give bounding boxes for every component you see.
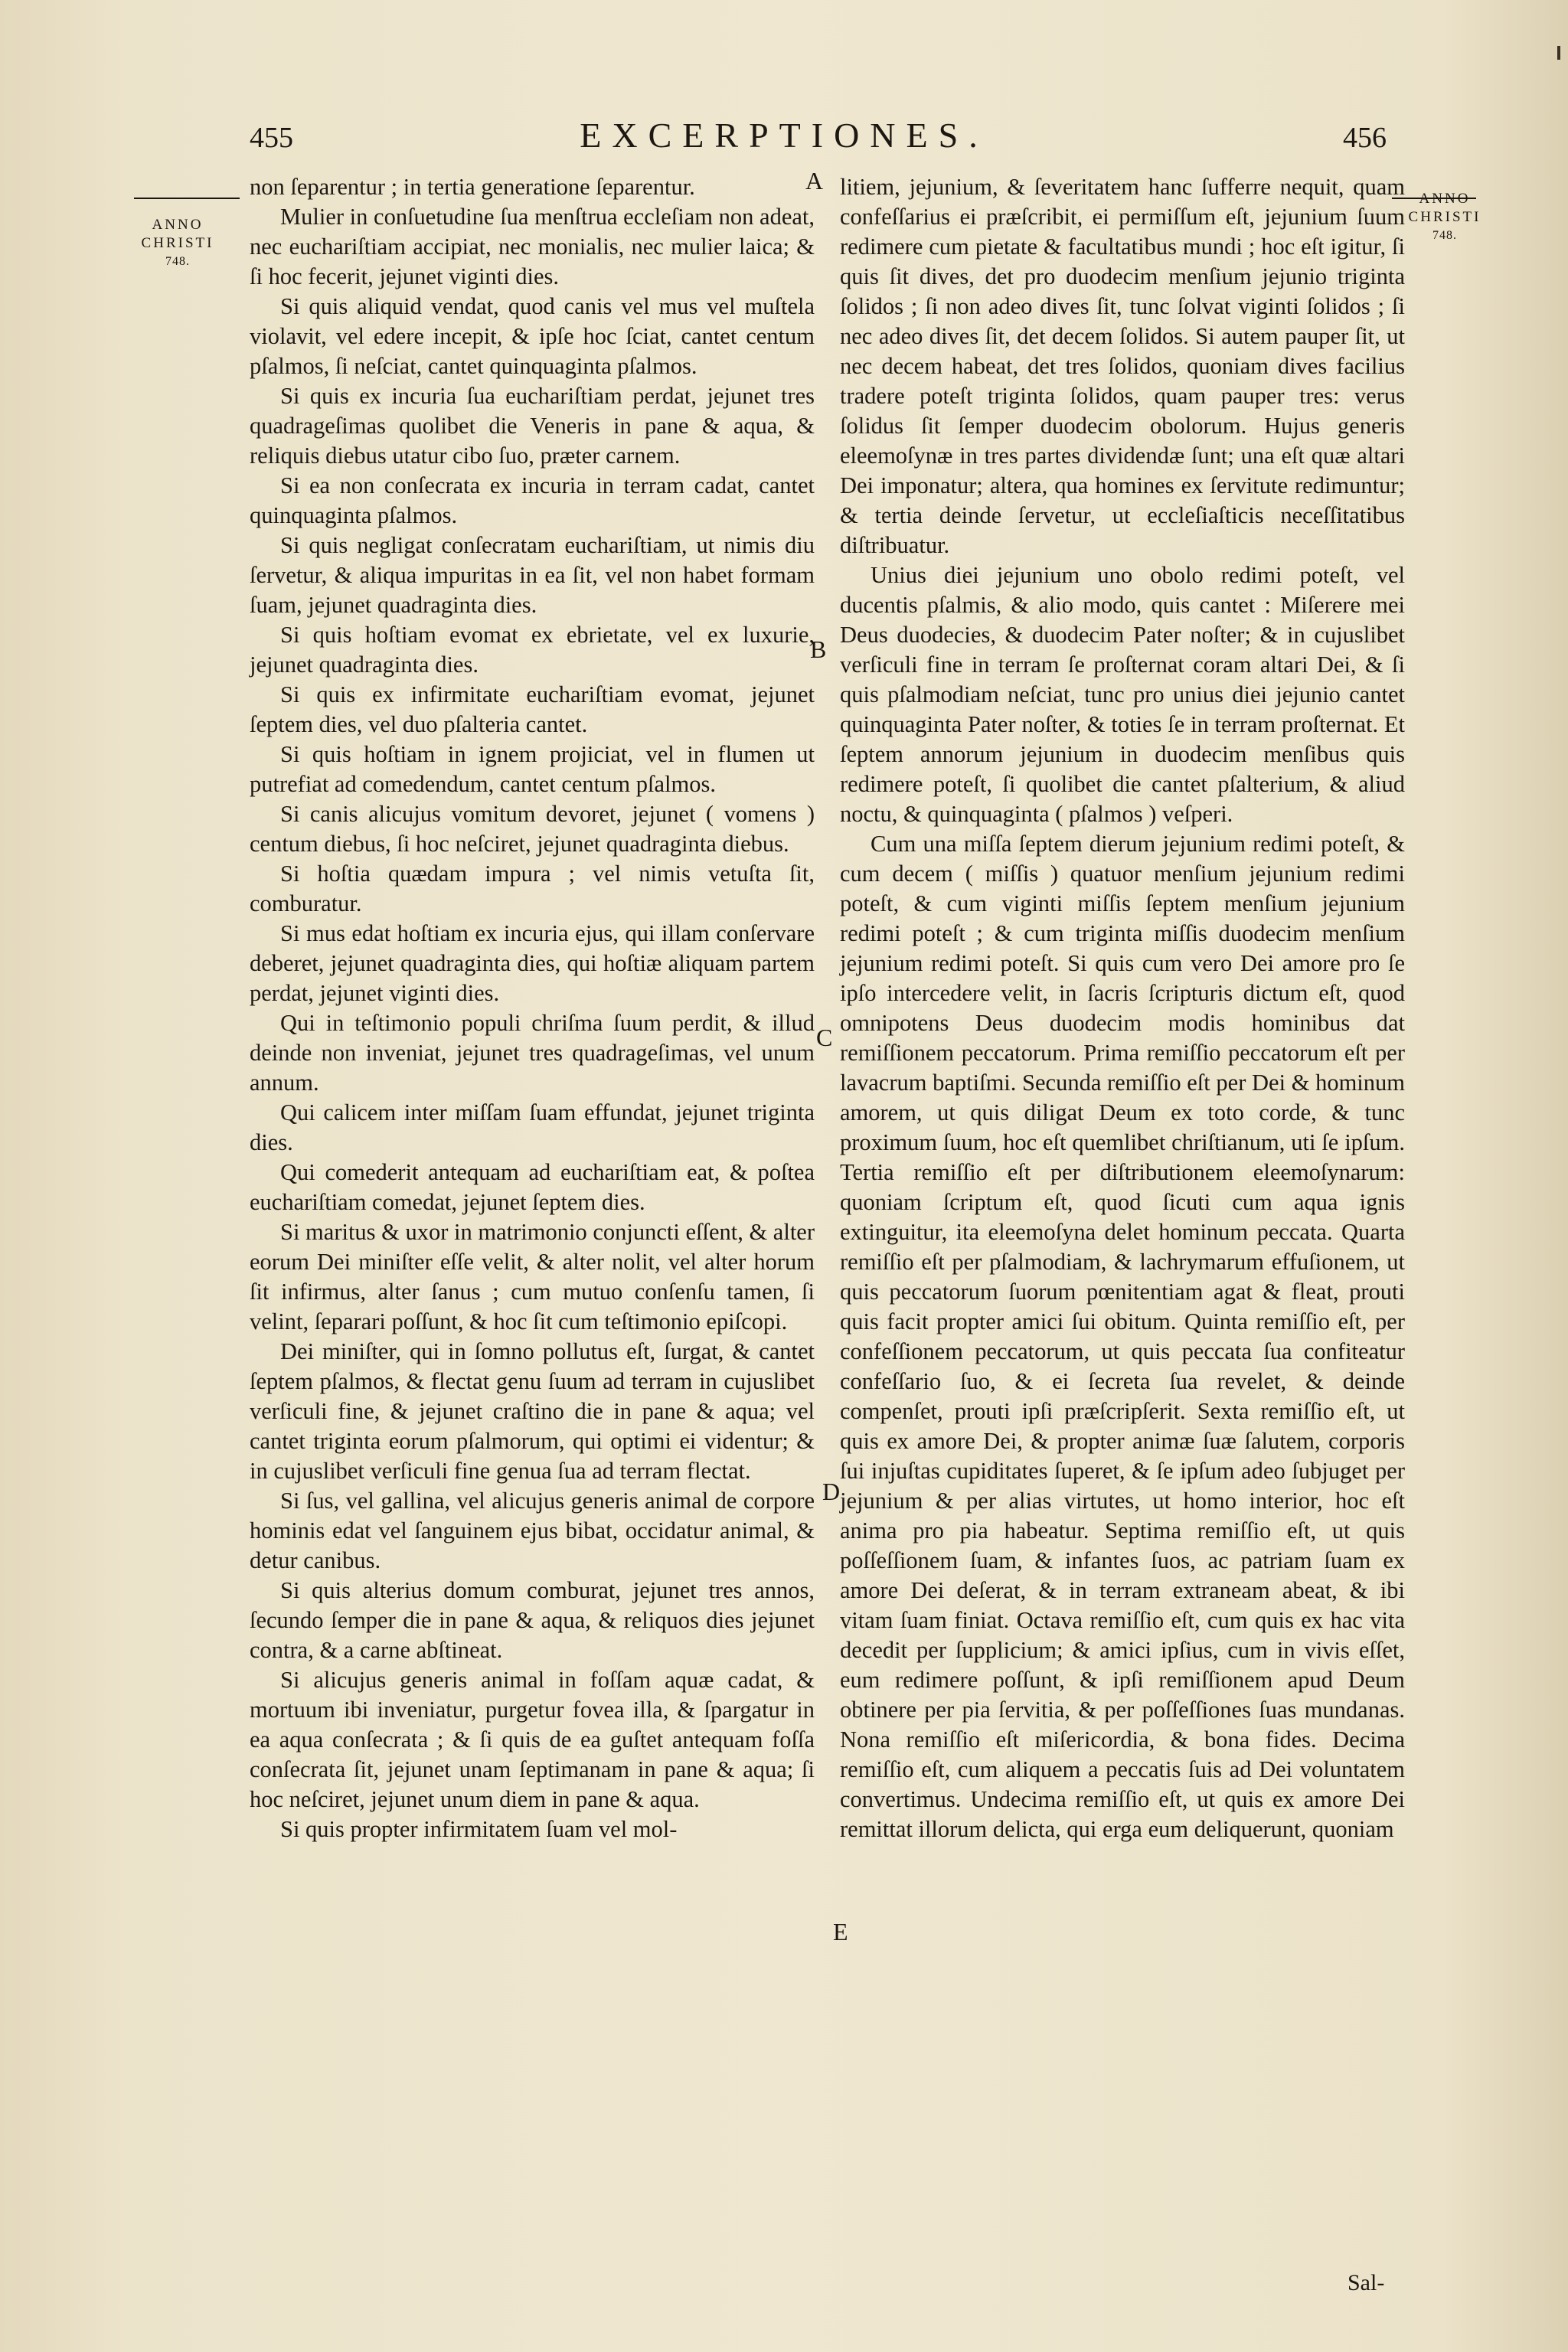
paragraph: non ſeparentur ; in tertia generatione ſeparentur.: [250, 174, 695, 200]
page-number-left: 455: [250, 122, 293, 154]
section-letter-a: A: [805, 167, 824, 194]
paragraph: Si ſus, vel gallina, vel alicujus generis animal de corpore hominis edat vel ſanguinem ejus bibat, occidatur animal, & detur canibus.: [250, 1488, 815, 1573]
paragraph: litiem, jejunium, & ſeveritatem hanc ſufferre nequit, quam confeſſarius ei præſcribit, ei permiſſum eſt, jejunium ſuum redimere cum pietate & facultatibus mundi ; hoc eſt igitur, ſi quis ſit dives, det pro duodecim menſium jejunio triginta ſolidos ; ſi non adeo dives ſit, tunc ſolvat viginti ſolidos ; ſi nec adeo dives ſit, det decem ſolidos. Si autem pauper ſit, ut nec decem habeat, det tres ſolidos, quoniam dives facilius tradere poteſt triginta ſolidos, quam pauper tres: verus ſolidus ſit ſemper duodecim obolorum. Hujus generis eleemoſynæ in tres partes dividendæ ſunt; una eſt quæ altari Dei imponatur; altera, qua homines ex ſervitute redimuntur; & tertia deinde ſervetur, ut eccleſiaſticis neceſſitatibus diſtribuatur.: [840, 174, 1405, 558]
paragraph: Si maritus & uxor in matrimonio conjuncti eſſent, & alter eorum Dei miniſter eſſe velit, & alter nolit, vel alter horum ſit infirmus, alter ſanus ; cum mutuo conſenſu tamen, ſi velint, ſeparari poſſunt, & hoc ſit cum teſtimonio epiſcopi.: [250, 1219, 815, 1334]
paragraph: Cum una miſſa ſeptem dierum jejunium redimi poteſt, & cum decem ( miſſis ) quatuor menſium jejunium redimi poteſt, & cum viginti miſſis ſeptem menſium jejunium redimi poteſt ; & cum triginta miſſis duodecim menſium jejunium redimi poteſt. Si quis cum vero Dei amore pro ſe ipſo intercedere velit, in ſacris ſcripturis dictum eſt, quod omnipotens Deus duodecim modis hominibus dat remiſſionem peccatorum. Prima remiſſio peccatorum eſt per lavacrum baptiſmi. Secunda remiſſio eſt per Dei & hominum amorem, ut quis diligat Deum ex toto corde, & tunc proximum ſuum, hoc eſt quemlibet chriſtianum, uti ſe ipſum. Tertia remiſſio eſt per diſtributionem eleemoſynarum: quoniam ſcriptum eſt, quod ſicuti cum aqua ignis extinguitur, ita eleemoſyna delet hominum peccata. Quarta remiſſio eſt per pſalmodiam, & lachrymarum effuſionem, ut quis peccatorum ſuorum pœnitentiam agat & fleat, prouti quis facit propter amici ſui obitum. Quinta remiſſio eſt, per confeſſionem peccatorum, ut quis peccata ſua confiteatur confeſſario ſuo, & ei ſecreta ſua revelet, & deinde compenſet, prouti ipſi præſcripſerit. Sexta remiſſio eſt, ut quis ex amore Dei, & propter animæ ſuæ ſalutem, corporis ſui injuſtas cupiditates ſuperet, & ſe ipſum adeo ſubjuget per jejunium & per alias virtutes, ut homo interior, hoc eſt anima pro pia habeatur. Septima remiſſio eſt, ut quis poſſeſſionem ſuam, & infantes ſuos, ac patriam ſuam ex amore Dei deſerat, & in terram extraneam abeat, & ibi vitam ſuam finiat. Octava remiſſio eſt, cum quis ex hac vita decedit per ſupplicium; & amici ipſius, cum in vivis eſſet, eum redimere poſſunt, & ipſi remiſſionem apud Deum obtinere per pia ſervitia, & per poſſeſſiones ſuas mundanas. Nona remiſſio eſt miſericordia, & bona fides. Decima remiſſio eſt, cum aliquem a peccatis ſuis ad Dei voluntatem convertimus. Undecima remiſſio eſt, ut quis ex amore Dei remittat illorum delicta, qui erga eum deliquerunt, quoniam: [840, 831, 1405, 1842]
paragraph: Si quis aliquid vendat, quod canis vel mus vel muſtela violavit, vel edere incepit, & ipſe hoc ſciat, cantet centum pſalmos, ſi neſciat, cantet quinquaginta pſalmos.: [250, 293, 815, 379]
paragraph: Si alicujus generis animal in foſſam aquæ cadat, & mortuum ibi inveniatur, purgetur fovea illa, & ſpargatur in ea aqua conſecrata ; & ſi quis de ea guſtet antequam foſſa conſecrata ſit, jejunet unam ſeptimanam in pane & aqua; ſi hoc neſciret, jejunet unum diem in pane & aqua.: [250, 1667, 815, 1812]
paragraph: Qui calicem inter miſſam ſuam effundat, jejunet triginta dies.: [250, 1099, 815, 1155]
paragraph: Si quis ex infirmitate euchariſtiam evomat, jejunet ſeptem dies, vel duo pſalteria cantet.: [250, 681, 815, 737]
text-column-left: [250, 172, 815, 1844]
paragraph: Si quis negligat conſecratam euchariſtiam, ut nimis diu ſervetur, & aliqua impuritas in ea ſit, vel non habet formam ſuam, jejunet quadraginta dies.: [250, 532, 815, 618]
margin-note-line1: ANNO: [152, 217, 204, 233]
paragraph: Si hoſtia quædam impura ; vel nimis vetuſta ſit, comburatur.: [250, 861, 815, 916]
section-letter-c: C: [816, 1024, 833, 1051]
paragraph: Dei miniſter, qui in ſomno pollutus eſt, ſurgat, & cantet ſeptem pſalmos, & flectat genu ſuum ad terram in cujuslibet verſiculi fine, & jejunet craſtino die in pane & aqua; vel cantet triginta eorum pſalmorum, qui optimi ei videntur; & in cujuslibet verſiculi fine genua ſua ad terram flectat.: [250, 1338, 815, 1484]
section-letter-b: B: [810, 635, 827, 663]
paragraph: Mulier in conſuetudine ſua menſtrua eccleſiam non adeat, nec euchariſtiam accipiat, nec monialis, nec mulier laica; & ſi hoc fecerit, jejunet viginti dies.: [250, 204, 815, 289]
paragraph: Si quis propter infirmitatem ſuam vel mol-: [280, 1816, 678, 1842]
paragraph: Si quis alterius domum comburat, jejunet tres annos, ſecundo ſemper die in pane & aqua, & reliquos dies jejunet contra, & a carne abſtineat.: [250, 1577, 815, 1663]
paragraph: Si mus edat hoſtiam ex incuria ejus, qui illam conſervare deberet, jejunet quadraginta dies, qui hoſtiæ aliquam partem perdat, jejunet viginti dies.: [250, 920, 815, 1006]
margin-rule-left: [134, 198, 240, 199]
margin-note-line2: CHRISTI: [141, 235, 214, 251]
section-letter-e: E: [833, 1918, 848, 1945]
edge-mark: [1557, 46, 1560, 60]
text-column-right: [840, 172, 1405, 1844]
paragraph: Si quis hoſtiam evomat ex ebrietate, vel ex luxurie, jejunet quadraginta dies.: [250, 622, 815, 678]
paragraph: Si quis hoſtiam in ignem projiciat, vel in flumen ut putrefiat ad comedendum, cantet centum pſalmos.: [250, 741, 815, 797]
margin-note-year: 748.: [165, 255, 190, 268]
paragraph: Qui in teſtimonio populi chriſma ſuum perdit, & illud deinde non inveniat, jejunet tres quadrageſimas, vel unum annum.: [250, 1010, 815, 1096]
paragraph: Si quis ex incuria ſua euchariſtiam perdat, jejunet tres quadrageſimas quolibet die Veneris in pane & aqua, & reliquis diebus utatur cibo ſuo, præter carnem.: [250, 383, 815, 469]
paragraph: Unius diei jejunium uno obolo redimi poteſt, vel ducentis pſalmis, & alio modo, quis cantet : Miſerere mei Deus duodecies, & duodecim Pater noſter; & in cujuslibet verſiculi fine in terram ſe proſternat coram altari Dei, & ſi quis pſalmodiam neſciat, tunc pro unius diei jejunio cantet quinquaginta Pater noſter, & toties ſe in terram proſternat. Et ſeptem annorum jejunium in duodecim menſibus quis redimere poteſt, ſi quolibet die cantet pſalterium, & aliud noctu, & quinquaginta ( pſalmos ) veſperi.: [840, 562, 1405, 827]
margin-note-line2: CHRISTI: [1408, 209, 1481, 225]
section-letter-d: D: [822, 1478, 841, 1505]
margin-note-left: [124, 216, 231, 271]
catchword: Sal-: [1348, 2270, 1385, 2295]
margin-note-line1: ANNO: [1419, 191, 1471, 207]
margin-note-right: [1403, 190, 1487, 245]
page-number-right: 456: [1343, 122, 1387, 154]
paragraph: Si ea non conſecrata ex incuria in terram cadat, cantet quinquaginta pſalmos.: [250, 472, 815, 528]
paragraph: Si canis alicujus vomitum devoret, jejunet ( vomens ) centum diebus, ſi hoc neſciret, jejunet quadraginta diebus.: [250, 801, 815, 857]
page-title: EXCERPTIONES.: [580, 116, 988, 155]
paragraph: Qui comederit antequam ad euchariſtiam eat, & poſtea euchariſtiam comedat, jejunet ſeptem dies.: [250, 1159, 815, 1215]
margin-note-year: 748.: [1432, 229, 1457, 242]
